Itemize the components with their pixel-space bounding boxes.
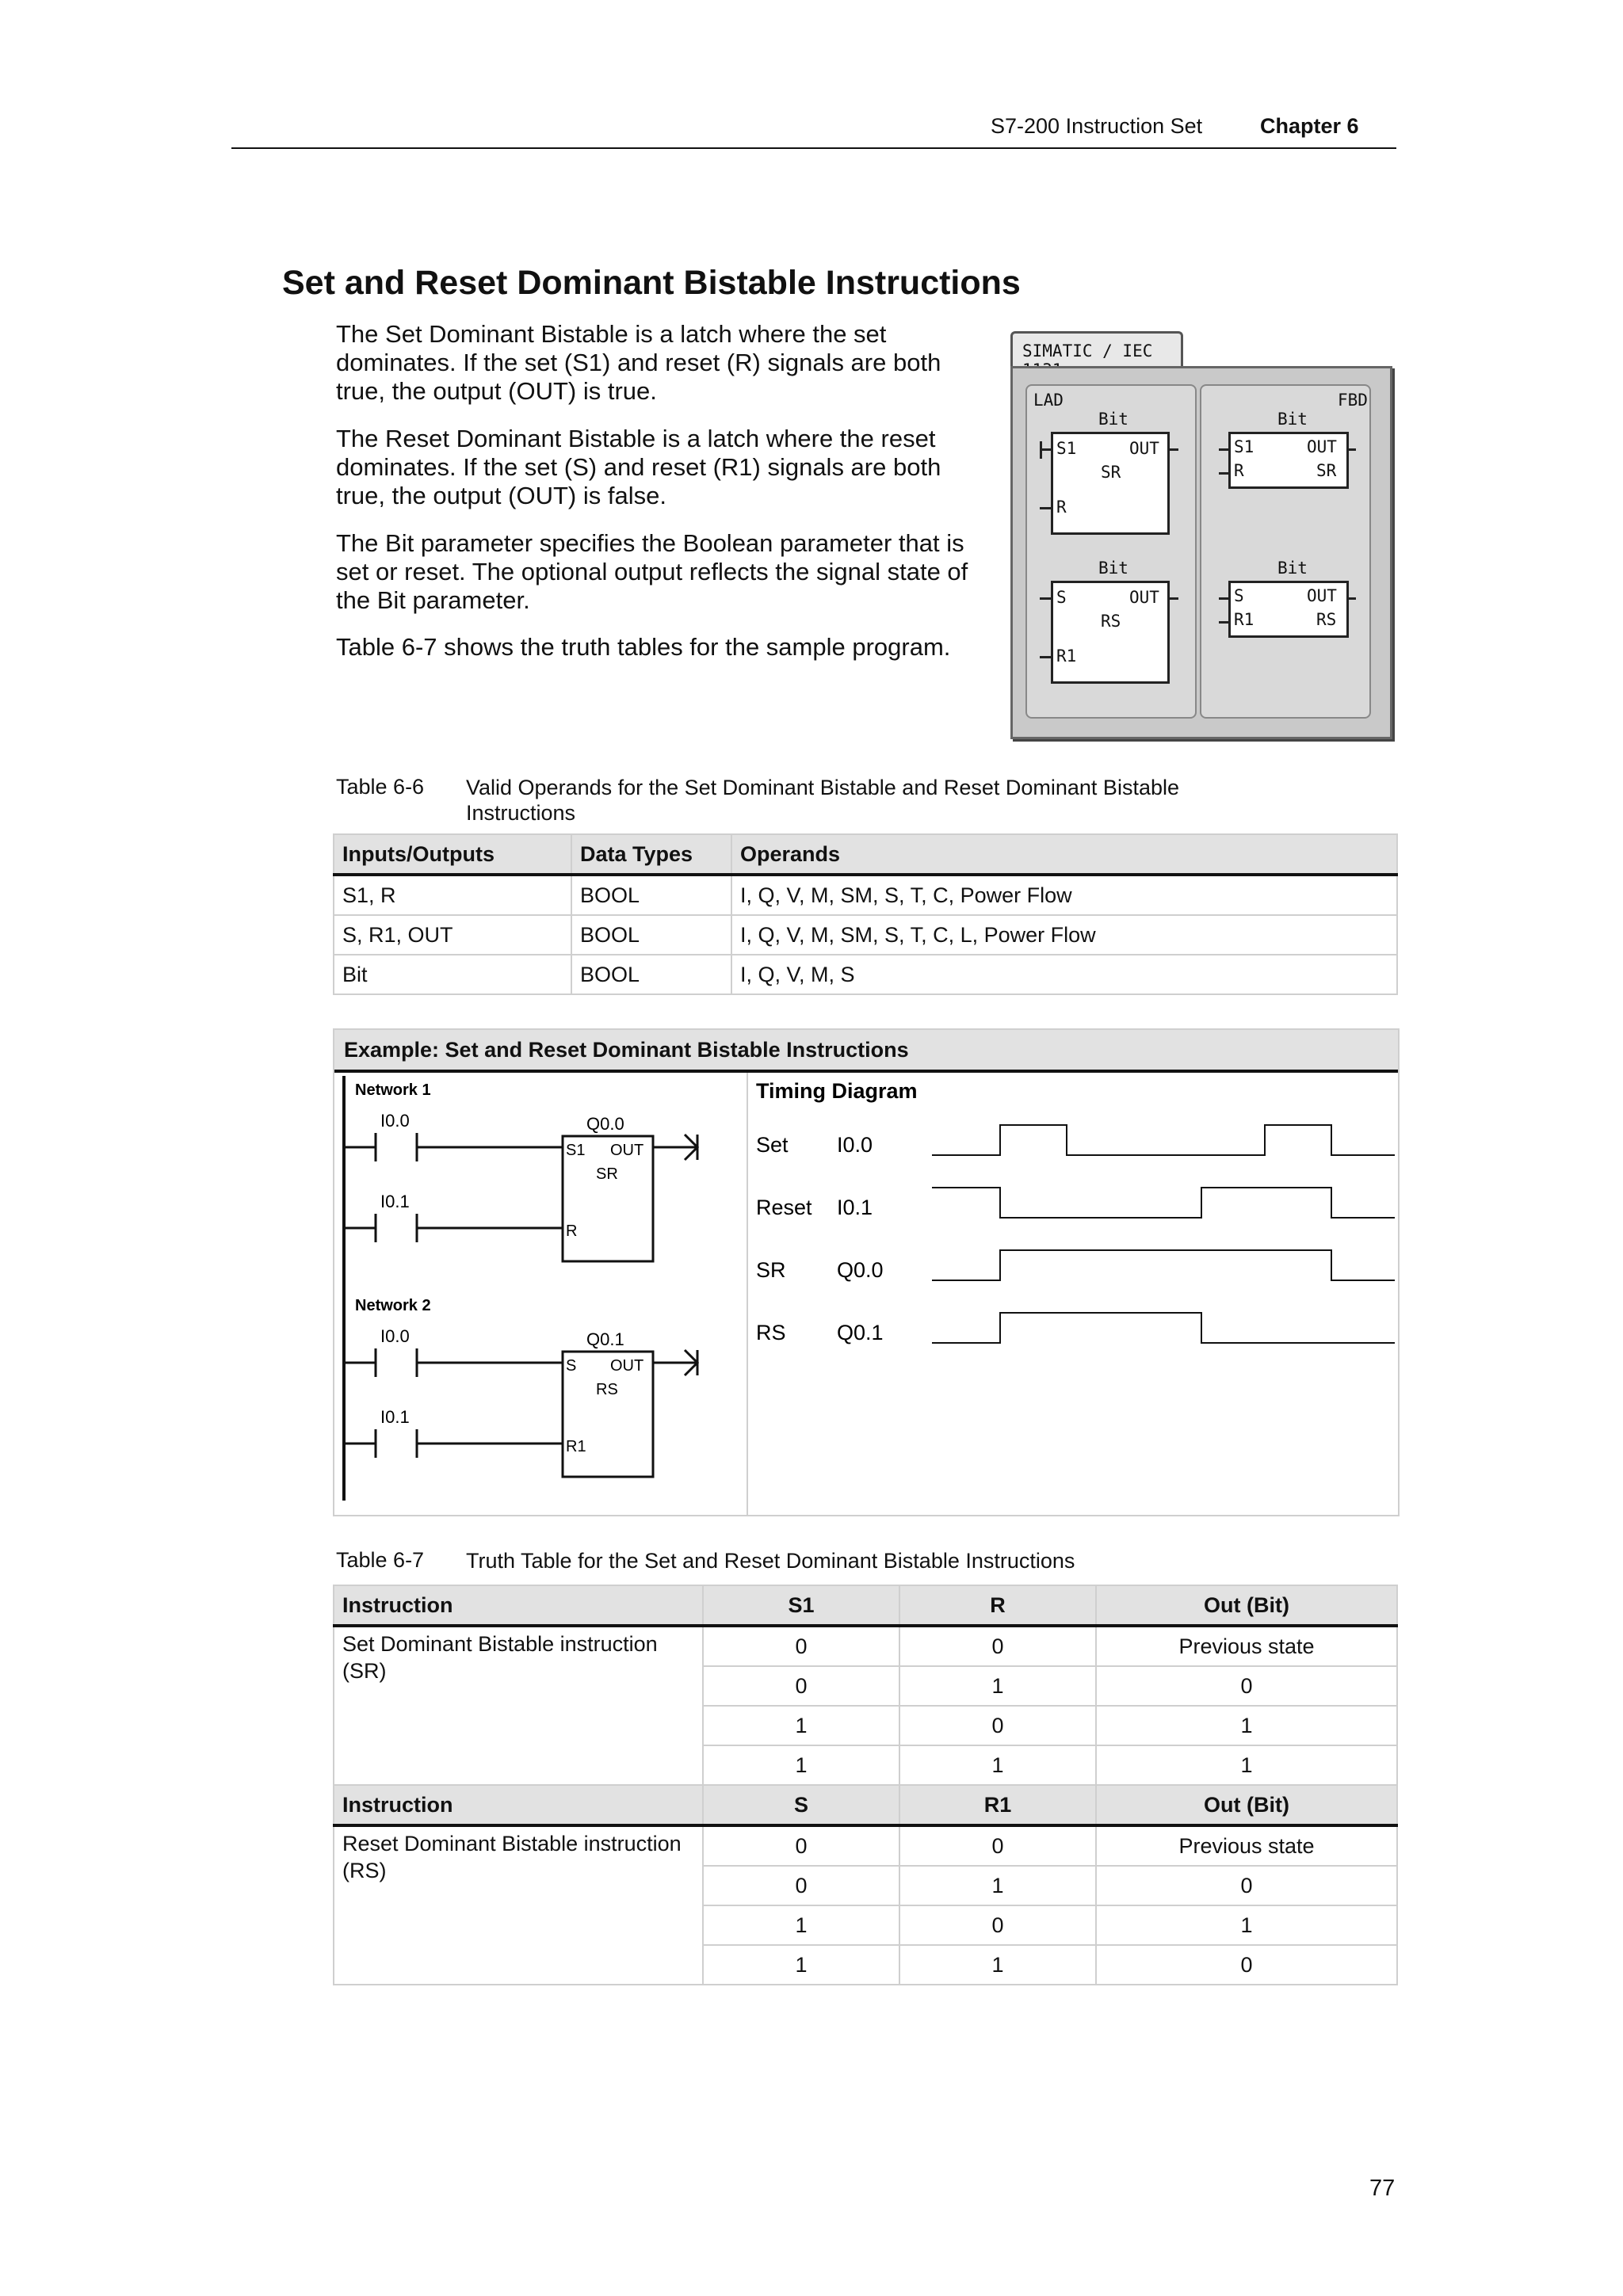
n2-rs-name: RS <box>596 1381 618 1398</box>
fbd-rs-box <box>1228 581 1349 638</box>
cell-s: 1 <box>703 1945 899 1985</box>
cell-out: 1 <box>1096 1706 1397 1745</box>
cell-s: 0 <box>703 1825 899 1866</box>
n2-rs-out: OUT <box>610 1357 644 1375</box>
running-header-title: S7-200 Instruction Set <box>991 114 1203 138</box>
page-number: 77 <box>1369 2176 1396 2201</box>
n2-rs-in2: R1 <box>566 1438 586 1455</box>
lad-rs-name: RS <box>1101 612 1121 631</box>
fbd-rs-out-wire <box>1346 597 1356 600</box>
fbd-sr-in2-wire <box>1219 472 1228 475</box>
rs-header-row <box>334 1785 1397 1825</box>
timing-signal-address: I0.0 <box>837 1133 873 1157</box>
col-header-operands: Operands <box>731 834 1397 875</box>
header-rule <box>231 147 1396 149</box>
lad-label: LAD <box>1033 391 1064 410</box>
timing-waveform <box>932 1313 1395 1343</box>
timing-diagram <box>748 1073 1396 1513</box>
cell-operands: I, Q, V, M, SM, S, T, C, L, Power Flow <box>731 915 1397 955</box>
fbd-rs-in2-wire <box>1219 621 1228 624</box>
lad-sr-name: SR <box>1101 463 1121 482</box>
cell-r1: 1 <box>899 1866 1096 1905</box>
cell-operands: I, Q, V, M, S <box>731 955 1397 994</box>
cell-s1: 1 <box>703 1706 899 1745</box>
timing-signal-label: Set <box>756 1133 789 1157</box>
col-header-inputs-outputs: Inputs/Outputs <box>334 834 571 875</box>
fbd-sr-box <box>1228 432 1349 489</box>
table-row <box>334 1825 1397 1866</box>
cell-s1: 0 <box>703 1626 899 1666</box>
timing-signal-label: Reset <box>756 1196 812 1219</box>
lad-sr-bit-label: Bit <box>1098 410 1128 429</box>
sr-header-row <box>334 1585 1397 1626</box>
paragraph-bit-parameter: The Bit parameter specifies the Boolean parameter that is set or reset. The optional output reflects the signal state of the Bit parameter. <box>336 529 968 614</box>
fbd-rs-in1: S <box>1234 586 1244 605</box>
cell-s1: 0 <box>703 1666 899 1706</box>
fbd-sr-name: SR <box>1316 461 1337 480</box>
example-box <box>333 1028 1400 1516</box>
cell-r1: 0 <box>899 1825 1096 1866</box>
cell-type: BOOL <box>571 915 731 955</box>
fbd-rs-out: OUT <box>1307 586 1337 605</box>
timing-rows <box>756 1125 1395 1344</box>
cell-out: Previous state <box>1096 1626 1397 1666</box>
fbd-sr-out-wire <box>1346 448 1356 451</box>
col-header-out: Out (Bit) <box>1096 1785 1397 1825</box>
section-title: Set and Reset Dominant Bistable Instructions <box>282 264 1021 302</box>
n2-coil-label: Q0.1 <box>586 1329 624 1349</box>
fbd-sr-in1-wire <box>1219 448 1228 451</box>
col-header-s1: S1 <box>703 1585 899 1626</box>
n1-contact-set-label: I0.0 <box>380 1111 410 1131</box>
cell-operands: I, Q, V, M, SM, S, T, C, Power Flow <box>731 875 1397 915</box>
cell-type: BOOL <box>571 875 731 915</box>
n1-sr-out: OUT <box>610 1142 644 1159</box>
n1-sr-name: SR <box>596 1165 618 1183</box>
truth-table <box>333 1585 1398 1985</box>
n2-contact-set-label: I0.0 <box>380 1326 410 1346</box>
cell-r: 1 <box>899 1745 1096 1785</box>
table-6-7-caption: Truth Table for the Set and Reset Dominant Bistable Instructions <box>466 1549 1075 1573</box>
col-header-instruction: Instruction <box>334 1585 703 1626</box>
lad-sr-box <box>1051 432 1170 535</box>
timing-waveform <box>932 1250 1395 1280</box>
paragraph-set-dominant: The Set Dominant Bistable is a latch where the set dominates. If the set (S1) and reset (R) signals are both true, the output (OUT) is true. <box>336 320 941 405</box>
simatic-tab <box>1010 331 1183 370</box>
lad-rs-in1-wire <box>1040 597 1051 600</box>
lad-sr-in1: S1 <box>1056 439 1077 458</box>
col-header-s: S <box>703 1785 899 1825</box>
fbd-rs-in1-wire <box>1219 597 1228 600</box>
running-header-chapter: Chapter 6 <box>1260 114 1359 138</box>
fbd-subpanel <box>1200 384 1371 719</box>
fbd-label: FBD <box>1338 391 1368 410</box>
lad-rs-out-wire <box>1167 597 1178 600</box>
timing-signal-label: SR <box>756 1258 786 1282</box>
lad-sr-in2-wire <box>1040 507 1051 509</box>
cell-out: 0 <box>1096 1945 1397 1985</box>
fbd-rs-name: RS <box>1316 610 1337 629</box>
col-header-r: R <box>899 1585 1096 1626</box>
table-row <box>334 915 1397 955</box>
cell-out: 1 <box>1096 1905 1397 1945</box>
timing-title: Timing Diagram <box>756 1079 918 1103</box>
lad-rs-in2: R1 <box>1056 646 1077 666</box>
cell-out: 0 <box>1096 1866 1397 1905</box>
operands-table <box>333 833 1398 995</box>
col-header-data-types: Data Types <box>571 834 731 875</box>
table-header-row <box>334 834 1397 875</box>
col-header-out: Out (Bit) <box>1096 1585 1397 1626</box>
paragraph-reset-dominant: The Reset Dominant Bistable is a latch where the reset dominates. If the set (S) and reset (R1) signals are both true, the output (OUT) is false. <box>336 425 941 509</box>
example-header <box>334 1030 1398 1073</box>
timing-signal-address: Q0.0 <box>837 1258 884 1282</box>
sr-instruction-name: Set Dominant Bistable instruction (SR) <box>334 1626 703 1785</box>
n1-sr-in1: S1 <box>566 1142 586 1159</box>
ladder-diagram <box>334 1073 745 1513</box>
lad-sr-rail <box>1040 441 1042 459</box>
example-title: Example: Set and Reset Dominant Bistable Instructions <box>344 1038 909 1062</box>
n1-coil-label: Q0.0 <box>586 1114 624 1134</box>
fbd-sr-bit-label: Bit <box>1277 410 1308 429</box>
fbd-sr-in1: S1 <box>1234 437 1254 456</box>
table-row <box>334 1626 1397 1666</box>
timing-signal-address: I0.1 <box>837 1196 873 1219</box>
table-6-7-number: Table 6-7 <box>336 1548 425 1572</box>
cell-r: 1 <box>899 1666 1096 1706</box>
lad-rs-out: OUT <box>1129 588 1159 607</box>
cell-s1: 1 <box>703 1745 899 1785</box>
table-6-6-caption: Valid Operands for the Set Dominant Bistable and Reset Dominant Bistable Instructions <box>466 776 1179 825</box>
lad-rs-bit-label: Bit <box>1098 559 1128 578</box>
cell-out: 1 <box>1096 1745 1397 1785</box>
table-row <box>334 875 1397 915</box>
cell-r1: 1 <box>899 1945 1096 1985</box>
cell-io: Bit <box>334 955 571 994</box>
fbd-sr-out: OUT <box>1307 437 1337 456</box>
network-2-label: Network 2 <box>355 1297 431 1314</box>
table-6-6-number: Table 6-6 <box>336 775 425 799</box>
n1-sr-in2: R <box>566 1222 578 1240</box>
fbd-rs-in2: R1 <box>1234 610 1254 629</box>
cell-r: 0 <box>899 1626 1096 1666</box>
paragraph-table-reference: Table 6-7 shows the truth tables for the sample program. <box>336 633 951 661</box>
lad-sr-in2: R <box>1056 498 1067 517</box>
network-1-label: Network 1 <box>355 1081 431 1099</box>
n2-contact-reset-label: I0.1 <box>380 1407 410 1427</box>
lad-sr-out: OUT <box>1129 439 1159 458</box>
cell-io: S1, R <box>334 875 571 915</box>
cell-s: 0 <box>703 1866 899 1905</box>
cell-out: 0 <box>1096 1666 1397 1706</box>
timing-waveform <box>932 1125 1395 1155</box>
n2-rs-in1: S <box>566 1357 577 1375</box>
instruction-symbol-panel <box>1010 366 1392 739</box>
lad-sr-out-wire <box>1167 448 1178 451</box>
cell-s: 1 <box>703 1905 899 1945</box>
lad-rs-in1: S <box>1056 588 1067 607</box>
cell-r: 0 <box>899 1706 1096 1745</box>
col-header-instruction: Instruction <box>334 1785 703 1825</box>
fbd-rs-bit-label: Bit <box>1277 559 1308 578</box>
rs-instruction-name: Reset Dominant Bistable instruction (RS) <box>334 1825 703 1985</box>
cell-out: Previous state <box>1096 1825 1397 1866</box>
col-header-r1: R1 <box>899 1785 1096 1825</box>
table-row <box>334 955 1397 994</box>
lad-rs-in2-wire <box>1040 656 1051 658</box>
n1-contact-reset-label: I0.1 <box>380 1192 410 1211</box>
simatic-tab-label: SIMATIC / IEC <box>1022 341 1153 360</box>
cell-type: BOOL <box>571 955 731 994</box>
timing-signal-address: Q0.1 <box>837 1321 884 1344</box>
lad-rs-box <box>1051 581 1170 684</box>
timing-signal-label: RS <box>756 1321 786 1344</box>
cell-io: S, R1, OUT <box>334 915 571 955</box>
timing-waveform <box>932 1188 1395 1218</box>
lad-subpanel <box>1025 384 1197 719</box>
fbd-sr-in2: R <box>1234 461 1244 480</box>
cell-r1: 0 <box>899 1905 1096 1945</box>
